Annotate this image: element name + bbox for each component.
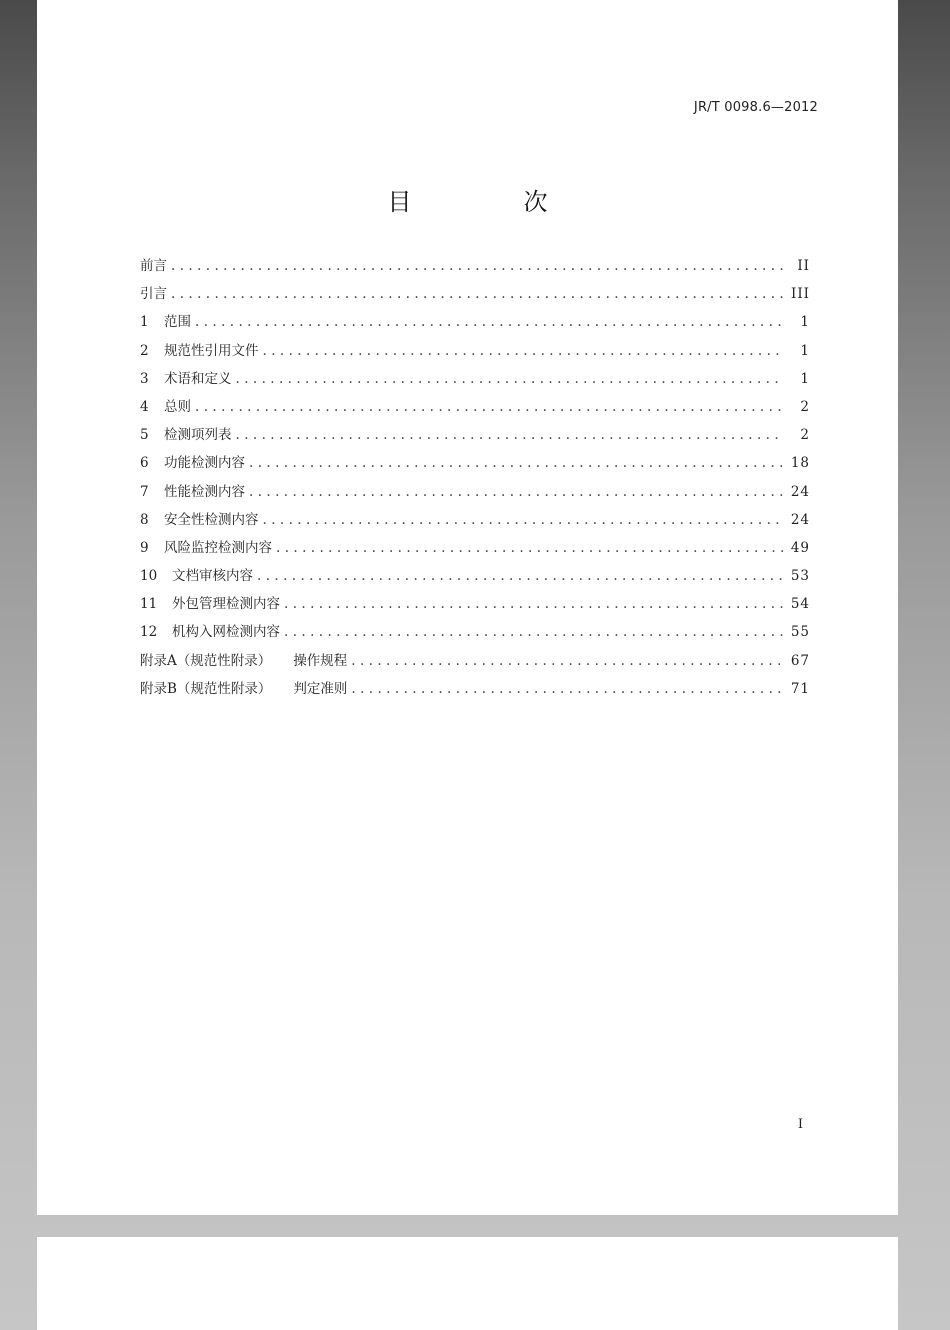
toc-entry-leader-dots <box>249 449 784 477</box>
toc-heading: 目 次 <box>387 188 592 216</box>
toc-entry-title: 范围 <box>164 314 191 331</box>
toc-entry-title: 引言 <box>140 286 167 303</box>
toc-entry[interactable] <box>140 449 810 477</box>
toc-entry-title: 规范性引用文件 <box>164 342 259 359</box>
toc-entry-label <box>140 252 171 280</box>
toc-entry-page: 67 <box>790 652 810 669</box>
toc-entry-leader-dots <box>236 421 785 449</box>
toc-entry-number: 2 <box>140 342 149 359</box>
toc-entry-leader-dots <box>195 393 784 421</box>
toc-entry-number: 1 <box>140 314 149 331</box>
toc-entry-leader-dots <box>171 280 784 308</box>
toc-entry[interactable] <box>140 280 810 308</box>
toc-entry-number: 8 <box>140 511 149 528</box>
toc-entry-page: 49 <box>790 539 810 556</box>
toc-entry-leader-dots <box>284 618 784 646</box>
toc-entry-label <box>140 562 257 590</box>
toc-entry-number: 5 <box>140 427 149 444</box>
toc-entry[interactable] <box>140 675 810 703</box>
toc-entry-number: 12 <box>140 624 158 641</box>
toc-entry-page: III <box>791 286 810 303</box>
toc-entry-title: 检测项列表 <box>164 427 232 444</box>
toc-entry-page: 53 <box>790 568 810 585</box>
toc-entry-label <box>140 618 284 646</box>
toc-entry-page: 71 <box>790 680 810 697</box>
toc-entry-title: 附录B（规范性附录） <box>140 680 272 697</box>
toc-entry-label <box>140 647 351 675</box>
toc-entry-leader-dots <box>351 675 784 703</box>
toc-entry[interactable] <box>140 337 810 365</box>
toc-entry[interactable] <box>140 393 810 421</box>
toc-entry-page: 1 <box>800 314 810 331</box>
toc-entry-page: 1 <box>800 370 810 387</box>
toc-entry-page: 54 <box>790 596 810 613</box>
toc-entry-title: 功能检测内容 <box>164 455 245 472</box>
next-document-page <box>37 1237 898 1330</box>
toc-entry-title: 文档审核内容 <box>172 568 253 585</box>
toc-entry-number: 10 <box>140 568 158 585</box>
toc-entry-number: 11 <box>140 596 158 613</box>
toc-entry[interactable] <box>140 308 810 336</box>
toc-entry-number: 3 <box>140 370 149 387</box>
toc-entry-label <box>140 421 236 449</box>
toc-entry-page: 1 <box>800 342 810 359</box>
toc-entry-label <box>140 534 276 562</box>
toc-entry-title: 外包管理检测内容 <box>172 596 280 613</box>
toc-entry-leader-dots <box>236 365 785 393</box>
toc-entry[interactable] <box>140 478 810 506</box>
toc-entry-leader-dots <box>171 252 784 280</box>
toc-entry-page: 2 <box>800 398 810 415</box>
toc-entry-page: 24 <box>790 483 810 500</box>
toc-entry-label <box>140 478 249 506</box>
toc-entry-label <box>140 308 195 336</box>
toc-entry-leader-dots <box>284 590 784 618</box>
toc-entry-label <box>140 590 284 618</box>
document-page <box>37 0 898 1215</box>
toc-entry-page: 18 <box>790 455 810 472</box>
toc-entry-title: 机构入网检测内容 <box>172 624 280 641</box>
toc-entry-label <box>140 365 236 393</box>
toc-entry-title: 总则 <box>164 398 191 415</box>
toc-entry-number: 9 <box>140 539 149 556</box>
toc-entry-leader-dots <box>195 308 784 336</box>
toc-entry[interactable] <box>140 590 810 618</box>
page-number: I <box>797 1117 803 1132</box>
toc-entry-label <box>140 393 195 421</box>
toc-entry-title: 前言 <box>140 258 167 274</box>
toc-entry-page: 55 <box>790 624 810 641</box>
toc-entry-subtitle: 操作规程 <box>293 652 348 669</box>
toc-entry[interactable] <box>140 421 810 449</box>
toc-entry-leader-dots <box>257 562 784 590</box>
table-of-contents <box>140 252 810 703</box>
toc-entry-subtitle: 判定准则 <box>293 680 348 697</box>
toc-entry-leader-dots <box>276 534 784 562</box>
toc-entry-leader-dots <box>249 478 784 506</box>
toc-entry-title: 性能检测内容 <box>164 483 245 500</box>
toc-entry-title: 风险监控检测内容 <box>164 539 272 556</box>
toc-entry-title: 安全性检测内容 <box>164 511 259 528</box>
toc-entry[interactable] <box>140 618 810 646</box>
toc-entry-label <box>140 337 263 365</box>
toc-entry-page: 2 <box>800 427 810 444</box>
toc-entry-label <box>140 506 263 534</box>
toc-entry-label <box>140 449 249 477</box>
toc-entry[interactable] <box>140 534 810 562</box>
toc-entry[interactable] <box>140 365 810 393</box>
toc-entry[interactable] <box>140 647 810 675</box>
toc-entry-title: 术语和定义 <box>164 370 232 387</box>
toc-entry-label <box>140 675 351 703</box>
toc-entry[interactable] <box>140 506 810 534</box>
toc-entry-page: 24 <box>790 511 810 528</box>
toc-entry-leader-dots <box>351 647 784 675</box>
toc-entry-leader-dots <box>263 337 785 365</box>
toc-entry-number: 7 <box>140 483 149 500</box>
toc-entry-page: II <box>797 258 810 274</box>
toc-entry-number: 6 <box>140 455 149 472</box>
toc-entry-label <box>140 280 171 308</box>
toc-entry-number: 4 <box>140 398 149 415</box>
toc-entry-title: 附录A（规范性附录） <box>140 652 272 669</box>
document-code: JR/T 0098.6—2012 <box>693 100 818 115</box>
toc-entry-leader-dots <box>263 506 785 534</box>
toc-entry[interactable] <box>140 252 810 280</box>
toc-entry[interactable] <box>140 562 810 590</box>
